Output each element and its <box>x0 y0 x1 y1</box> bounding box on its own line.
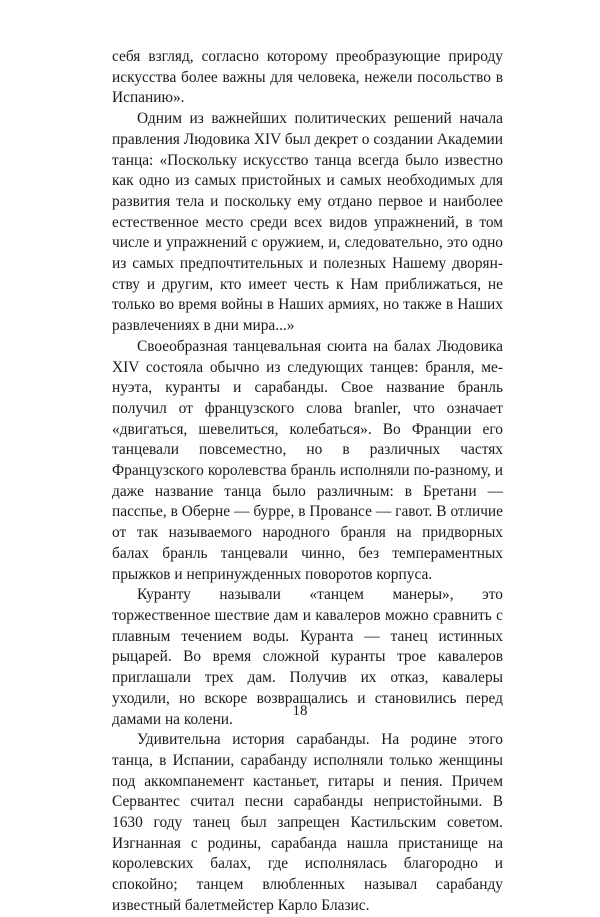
paragraph: себя взгляд, согласно которому преобразующие природу искусства более важны для человека, нежели посольство в Испанию». <box>112 48 503 107</box>
paragraph: Удивительна история сарабанды. На родине этого танца, в Испании, сарабанду исполняли только женщины под аккомпанемент кастаньет, гитары и пения. Причем Сервантес считал песни сарабанды непристойными. В 1630 году танец был запрещен Кастильским советом. Изгнанная с родины, сарабанда нашла пристанище на королевских балах, где исполнялась благородно и спокойно; танцем влюбленных называл сарабанду известный балетмейстер Карло Блазис. <box>112 731 503 914</box>
paragraph: Одним из важнейших политических решений начала правления Людовика XIV был декрет о создании Академии танца: «Поскольку искусство танца всегда было известно как одно из самых пристойных и самых необходимых для развития тела и поскольку ему отдано первое и наиболее естественное место среди всех видов упражнений, в том числе и упражнений с оружием, и, следовательно, это одно из самых предпочтительных и полезных Нашему дворянству и другим, кто имеет честь к Нам приближаться, не только во время войны в Наших армиях, но также в Наших развлечениях в дни мира...» <box>112 110 503 335</box>
page-number: 18 <box>292 703 308 719</box>
paragraph: Своеобразная танцевальная сюита на балах Людовика XIV состояла обычно из следующих танцев: бранля, менуэта, куранты и сарабанды. Свое название бранль получил от французского слова branler, что означает «двигаться, шевелиться, колебаться». Во Франции его танцевали повсеместно, но в различных частях Французского королевства бранль исполняли по-разному, и даже название танца было различным: в Бретани — пасспье, в Оберне — бурре, в Провансе — гавот. В отличие от так называемого народного бранля на придворных балах бранль танцевали чинно, без темпераментных прыжков и непринужденных поворотов корпуса. <box>112 337 503 583</box>
paragraph: Куранту называли «танцем манеры», это торжественное шествие дам и кавалеров можно сравнить с плавным течением воды. Куранта — танец истинных рыцарей. Во время сложной куранты трое кавалеров приглашали трех дам. Получив их отказ, кавалеры уходили, но вскоре возвращались и становились перед дамами на колени. <box>112 586 503 728</box>
page-text <box>112 47 503 917</box>
